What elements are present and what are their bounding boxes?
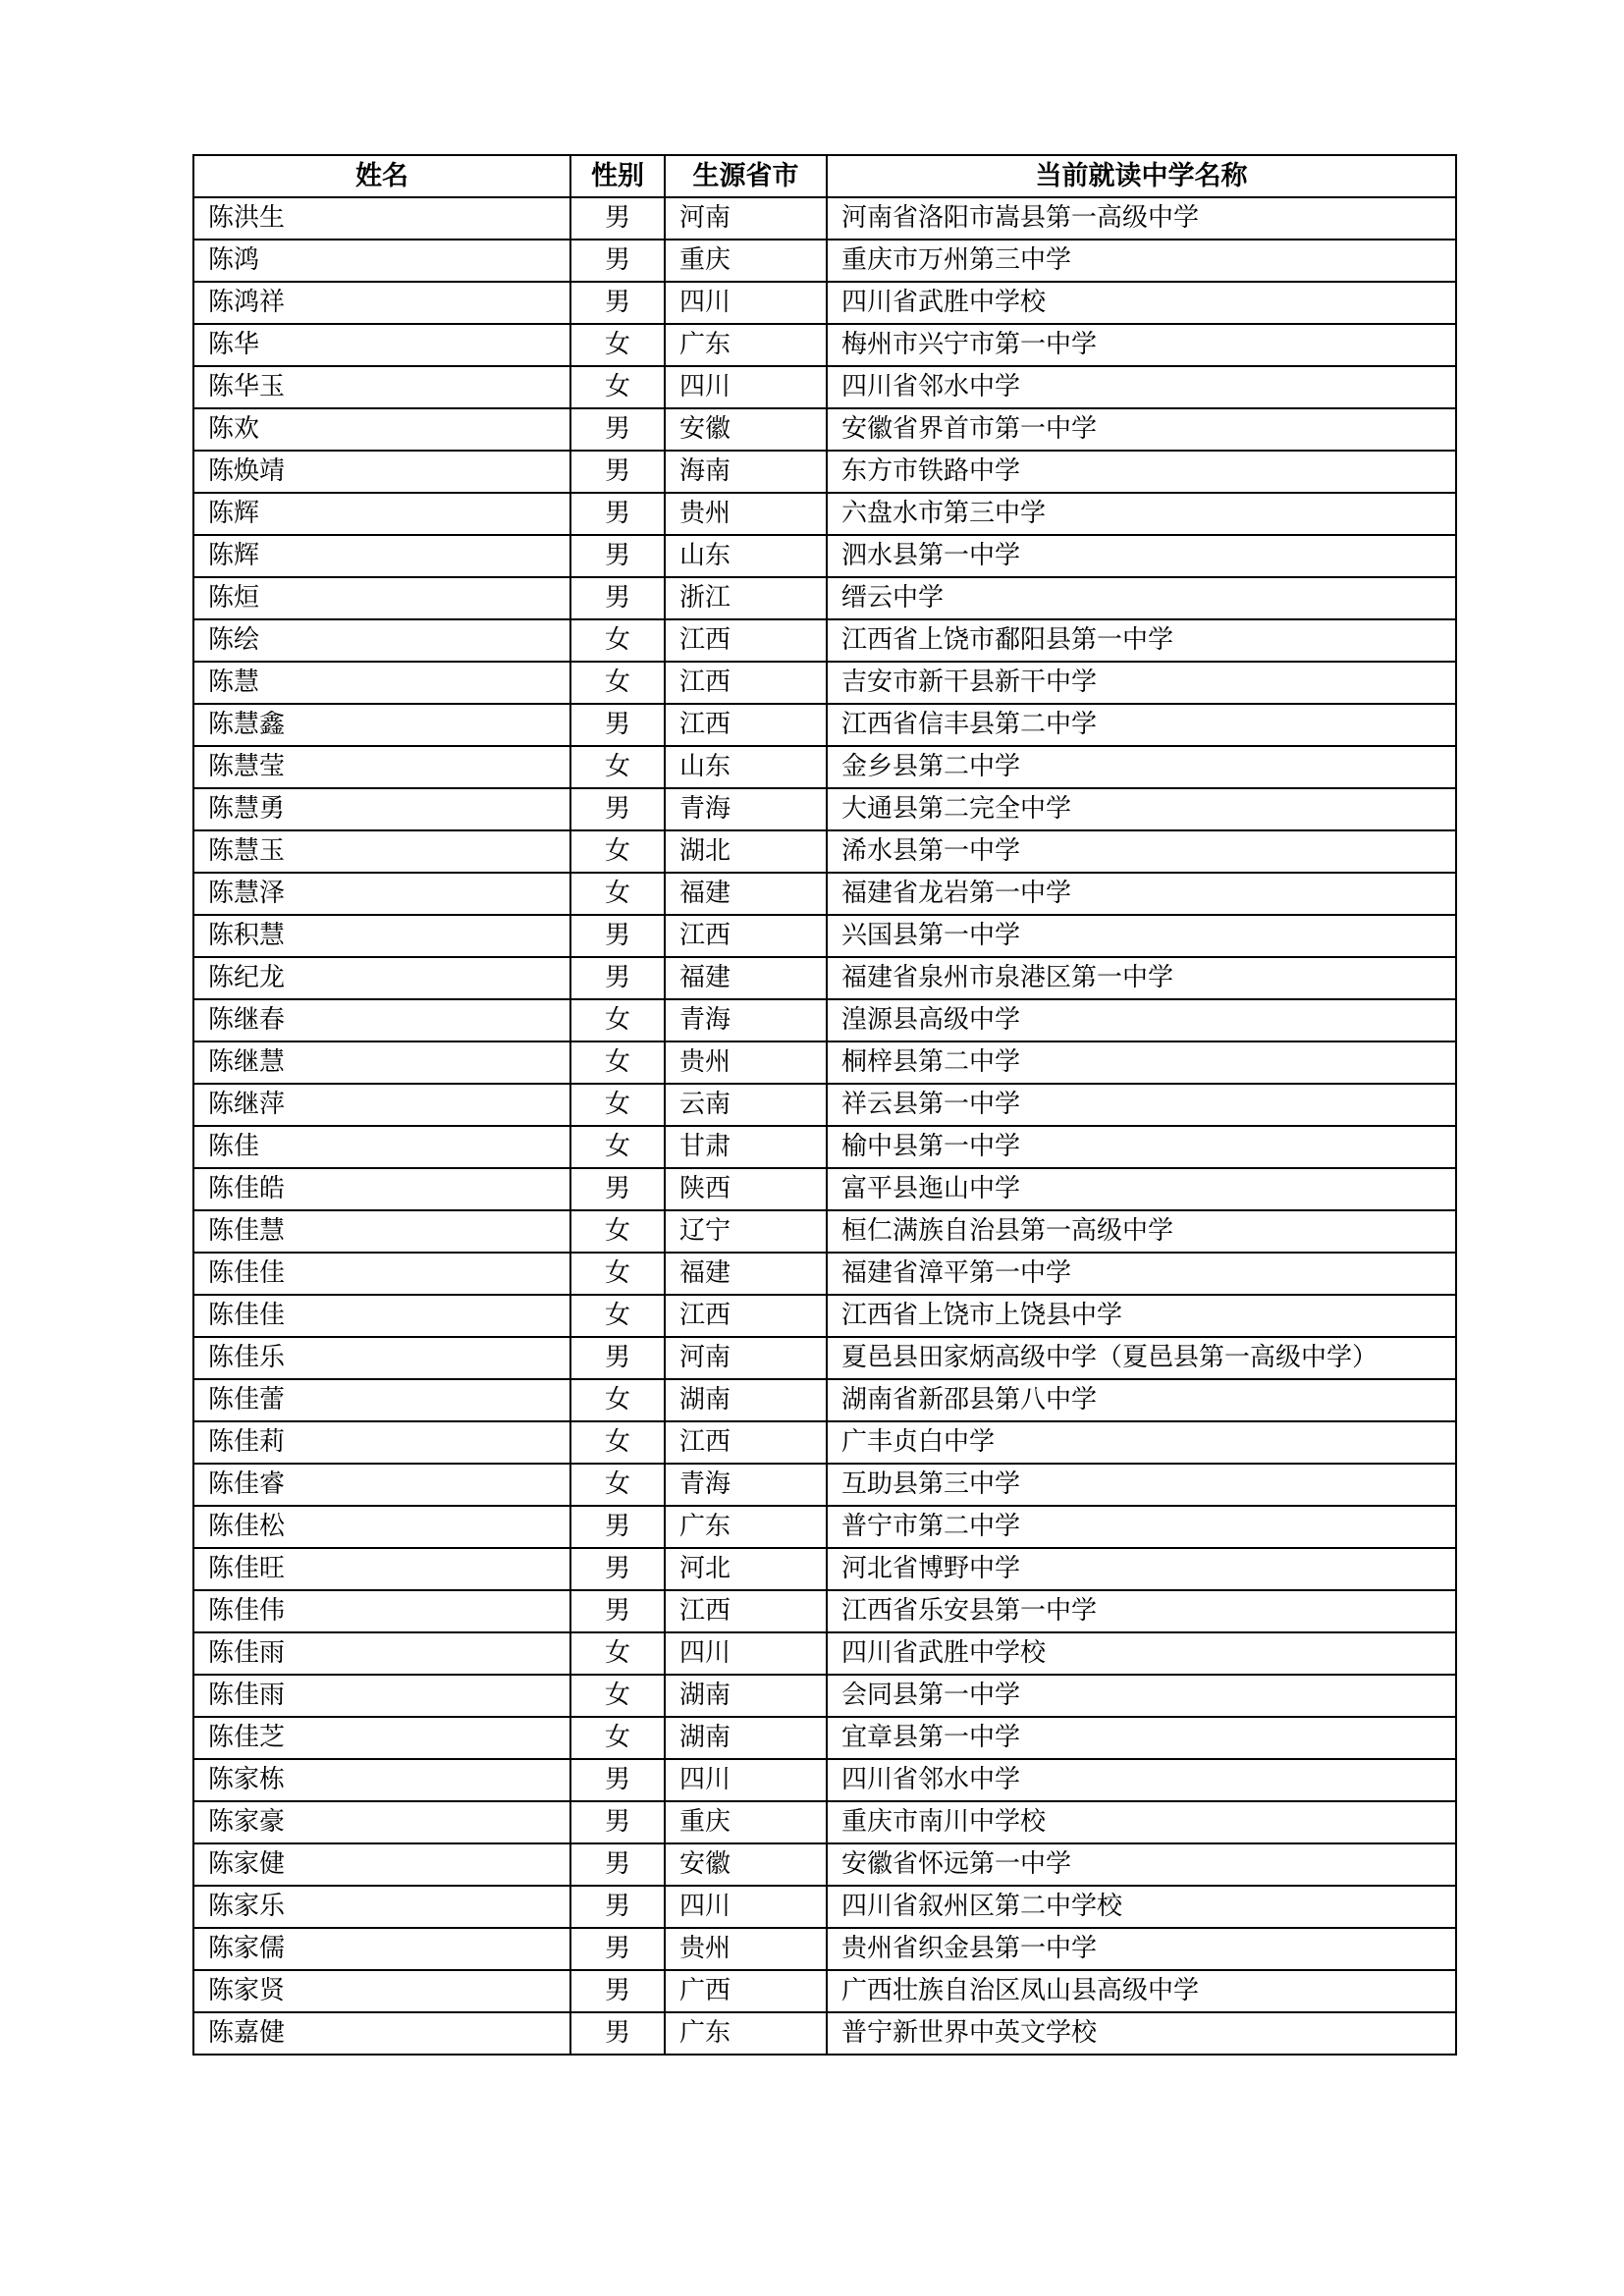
cell-name: 陈纪龙 bbox=[193, 957, 570, 999]
table-row bbox=[193, 2012, 1456, 2055]
cell-gender: 女 bbox=[570, 1295, 665, 1337]
cell-province: 浙江 bbox=[665, 577, 827, 619]
cell-school: 夏邑县田家炳高级中学（夏邑县第一高级中学） bbox=[827, 1337, 1456, 1379]
cell-province: 青海 bbox=[665, 1464, 827, 1506]
table-row bbox=[193, 451, 1456, 493]
cell-province: 福建 bbox=[665, 1253, 827, 1295]
cell-school: 安徽省怀远第一中学 bbox=[827, 1843, 1456, 1886]
cell-name: 陈佳芝 bbox=[193, 1717, 570, 1759]
cell-school: 湟源县高级中学 bbox=[827, 999, 1456, 1041]
cell-name: 陈佳 bbox=[193, 1126, 570, 1168]
cell-name: 陈佳佳 bbox=[193, 1253, 570, 1295]
cell-name: 陈佳皓 bbox=[193, 1168, 570, 1210]
cell-school: 四川省邻水中学 bbox=[827, 1759, 1456, 1801]
cell-province: 甘肃 bbox=[665, 1126, 827, 1168]
cell-school: 江西省上饶市上饶县中学 bbox=[827, 1295, 1456, 1337]
cell-school: 桓仁满族自治县第一高级中学 bbox=[827, 1210, 1456, 1253]
cell-school: 广丰贞白中学 bbox=[827, 1421, 1456, 1464]
cell-name: 陈佳睿 bbox=[193, 1464, 570, 1506]
cell-province: 贵州 bbox=[665, 1928, 827, 1970]
cell-name: 陈佳雨 bbox=[193, 1632, 570, 1675]
cell-province: 广东 bbox=[665, 1506, 827, 1548]
cell-school: 福建省漳平第一中学 bbox=[827, 1253, 1456, 1295]
cell-name: 陈辉 bbox=[193, 493, 570, 535]
cell-name: 陈佳雨 bbox=[193, 1675, 570, 1717]
cell-gender: 女 bbox=[570, 1126, 665, 1168]
table-row bbox=[193, 1548, 1456, 1590]
cell-name: 陈佳蕾 bbox=[193, 1379, 570, 1421]
cell-province: 广西 bbox=[665, 1970, 827, 2012]
cell-school: 会同县第一中学 bbox=[827, 1675, 1456, 1717]
cell-school: 宜章县第一中学 bbox=[827, 1717, 1456, 1759]
cell-gender: 男 bbox=[570, 1843, 665, 1886]
cell-school: 桐梓县第二中学 bbox=[827, 1041, 1456, 1084]
table-row bbox=[193, 408, 1456, 451]
table-row bbox=[193, 1632, 1456, 1675]
cell-province: 青海 bbox=[665, 788, 827, 830]
table-row bbox=[193, 1970, 1456, 2012]
table-row bbox=[193, 1210, 1456, 1253]
cell-province: 广东 bbox=[665, 324, 827, 366]
cell-gender: 女 bbox=[570, 1632, 665, 1675]
cell-name: 陈佳旺 bbox=[193, 1548, 570, 1590]
cell-school: 吉安市新干县新干中学 bbox=[827, 662, 1456, 704]
cell-gender: 女 bbox=[570, 619, 665, 662]
cell-province: 河北 bbox=[665, 1548, 827, 1590]
cell-school: 河北省博野中学 bbox=[827, 1548, 1456, 1590]
cell-province: 重庆 bbox=[665, 240, 827, 282]
cell-school: 梅州市兴宁市第一中学 bbox=[827, 324, 1456, 366]
cell-province: 河南 bbox=[665, 197, 827, 240]
table-row bbox=[193, 1886, 1456, 1928]
cell-gender: 男 bbox=[570, 408, 665, 451]
cell-name: 陈佳莉 bbox=[193, 1421, 570, 1464]
cell-province: 安徽 bbox=[665, 1843, 827, 1886]
cell-gender: 女 bbox=[570, 1379, 665, 1421]
cell-school: 四川省邻水中学 bbox=[827, 366, 1456, 408]
cell-province: 江西 bbox=[665, 662, 827, 704]
cell-province: 湖南 bbox=[665, 1717, 827, 1759]
cell-school: 互助县第三中学 bbox=[827, 1464, 1456, 1506]
table-row bbox=[193, 1506, 1456, 1548]
table-row bbox=[193, 704, 1456, 746]
table-row bbox=[193, 577, 1456, 619]
cell-school: 兴国县第一中学 bbox=[827, 915, 1456, 957]
cell-name: 陈焕靖 bbox=[193, 451, 570, 493]
cell-name: 陈绘 bbox=[193, 619, 570, 662]
cell-gender: 男 bbox=[570, 704, 665, 746]
cell-gender: 女 bbox=[570, 1675, 665, 1717]
cell-name: 陈慧泽 bbox=[193, 873, 570, 915]
cell-name: 陈继春 bbox=[193, 999, 570, 1041]
cell-school: 祥云县第一中学 bbox=[827, 1084, 1456, 1126]
table-row bbox=[193, 535, 1456, 577]
cell-name: 陈辉 bbox=[193, 535, 570, 577]
table-row bbox=[193, 197, 1456, 240]
cell-province: 安徽 bbox=[665, 408, 827, 451]
cell-name: 陈慧莹 bbox=[193, 746, 570, 788]
table-row bbox=[193, 788, 1456, 830]
table-row bbox=[193, 1379, 1456, 1421]
cell-province: 河南 bbox=[665, 1337, 827, 1379]
cell-name: 陈华玉 bbox=[193, 366, 570, 408]
cell-name: 陈家乐 bbox=[193, 1886, 570, 1928]
cell-gender: 男 bbox=[570, 451, 665, 493]
cell-school: 重庆市万州第三中学 bbox=[827, 240, 1456, 282]
cell-name: 陈家豪 bbox=[193, 1801, 570, 1843]
cell-school: 金乡县第二中学 bbox=[827, 746, 1456, 788]
cell-school: 浠水县第一中学 bbox=[827, 830, 1456, 873]
cell-gender: 男 bbox=[570, 1548, 665, 1590]
cell-school: 福建省泉州市泉港区第一中学 bbox=[827, 957, 1456, 999]
cell-province: 陕西 bbox=[665, 1168, 827, 1210]
cell-name: 陈继慧 bbox=[193, 1041, 570, 1084]
cell-province: 湖北 bbox=[665, 830, 827, 873]
table-row bbox=[193, 999, 1456, 1041]
cell-name: 陈华 bbox=[193, 324, 570, 366]
cell-name: 陈洪生 bbox=[193, 197, 570, 240]
table-row bbox=[193, 1337, 1456, 1379]
cell-name: 陈慧鑫 bbox=[193, 704, 570, 746]
table-row bbox=[193, 915, 1456, 957]
cell-gender: 男 bbox=[570, 957, 665, 999]
cell-gender: 男 bbox=[570, 2012, 665, 2055]
cell-gender: 男 bbox=[570, 1168, 665, 1210]
cell-province: 四川 bbox=[665, 1759, 827, 1801]
cell-gender: 男 bbox=[570, 1886, 665, 1928]
table-row bbox=[193, 493, 1456, 535]
table-row bbox=[193, 1717, 1456, 1759]
table-row bbox=[193, 746, 1456, 788]
cell-province: 重庆 bbox=[665, 1801, 827, 1843]
table-row bbox=[193, 1759, 1456, 1801]
cell-province: 辽宁 bbox=[665, 1210, 827, 1253]
cell-province: 福建 bbox=[665, 873, 827, 915]
cell-gender: 男 bbox=[570, 577, 665, 619]
cell-school: 安徽省界首市第一中学 bbox=[827, 408, 1456, 451]
cell-province: 江西 bbox=[665, 1421, 827, 1464]
cell-province: 山东 bbox=[665, 535, 827, 577]
cell-name: 陈鸿祥 bbox=[193, 282, 570, 324]
header-province: 生源省市 bbox=[665, 155, 827, 197]
cell-name: 陈嘉健 bbox=[193, 2012, 570, 2055]
cell-gender: 男 bbox=[570, 1337, 665, 1379]
cell-gender: 男 bbox=[570, 1928, 665, 1970]
cell-gender: 女 bbox=[570, 1421, 665, 1464]
cell-name: 陈佳佳 bbox=[193, 1295, 570, 1337]
cell-gender: 女 bbox=[570, 1717, 665, 1759]
cell-province: 四川 bbox=[665, 1886, 827, 1928]
cell-province: 湖南 bbox=[665, 1379, 827, 1421]
table-body bbox=[193, 197, 1456, 2055]
cell-province: 贵州 bbox=[665, 1041, 827, 1084]
table-row bbox=[193, 662, 1456, 704]
cell-gender: 男 bbox=[570, 1970, 665, 2012]
cell-gender: 男 bbox=[570, 240, 665, 282]
table-row bbox=[193, 1675, 1456, 1717]
cell-gender: 男 bbox=[570, 788, 665, 830]
cell-name: 陈继萍 bbox=[193, 1084, 570, 1126]
cell-school: 普宁市第二中学 bbox=[827, 1506, 1456, 1548]
cell-gender: 女 bbox=[570, 746, 665, 788]
cell-school: 大通县第二完全中学 bbox=[827, 788, 1456, 830]
cell-province: 云南 bbox=[665, 1084, 827, 1126]
cell-province: 青海 bbox=[665, 999, 827, 1041]
cell-school: 普宁新世界中英文学校 bbox=[827, 2012, 1456, 2055]
cell-gender: 男 bbox=[570, 282, 665, 324]
cell-gender: 女 bbox=[570, 1041, 665, 1084]
cell-gender: 女 bbox=[570, 1464, 665, 1506]
cell-name: 陈家健 bbox=[193, 1843, 570, 1886]
table-row bbox=[193, 1464, 1456, 1506]
cell-province: 四川 bbox=[665, 366, 827, 408]
cell-school: 榆中县第一中学 bbox=[827, 1126, 1456, 1168]
table-row bbox=[193, 1801, 1456, 1843]
cell-school: 重庆市南川中学校 bbox=[827, 1801, 1456, 1843]
table-row bbox=[193, 1084, 1456, 1126]
cell-name: 陈家贤 bbox=[193, 1970, 570, 2012]
cell-province: 海南 bbox=[665, 451, 827, 493]
table-row bbox=[193, 1590, 1456, 1632]
student-roster-table bbox=[192, 154, 1457, 2056]
cell-gender: 女 bbox=[570, 999, 665, 1041]
cell-name: 陈欢 bbox=[193, 408, 570, 451]
cell-school: 缙云中学 bbox=[827, 577, 1456, 619]
cell-gender: 男 bbox=[570, 1759, 665, 1801]
cell-name: 陈烜 bbox=[193, 577, 570, 619]
cell-province: 江西 bbox=[665, 1590, 827, 1632]
cell-gender: 女 bbox=[570, 662, 665, 704]
cell-school: 四川省叙州区第二中学校 bbox=[827, 1886, 1456, 1928]
cell-name: 陈佳伟 bbox=[193, 1590, 570, 1632]
header-name: 姓名 bbox=[193, 155, 570, 197]
cell-province: 江西 bbox=[665, 619, 827, 662]
table-row bbox=[193, 1126, 1456, 1168]
cell-school: 河南省洛阳市嵩县第一高级中学 bbox=[827, 197, 1456, 240]
table-header-row bbox=[193, 155, 1456, 197]
cell-school: 泗水县第一中学 bbox=[827, 535, 1456, 577]
cell-school: 江西省上饶市鄱阳县第一中学 bbox=[827, 619, 1456, 662]
table-row bbox=[193, 1168, 1456, 1210]
cell-school: 江西省乐安县第一中学 bbox=[827, 1590, 1456, 1632]
cell-province: 江西 bbox=[665, 1295, 827, 1337]
cell-gender: 男 bbox=[570, 915, 665, 957]
table-row bbox=[193, 1295, 1456, 1337]
cell-name: 陈积慧 bbox=[193, 915, 570, 957]
table-row bbox=[193, 1041, 1456, 1084]
cell-gender: 女 bbox=[570, 1253, 665, 1295]
cell-province: 江西 bbox=[665, 915, 827, 957]
cell-name: 陈慧勇 bbox=[193, 788, 570, 830]
cell-gender: 男 bbox=[570, 493, 665, 535]
cell-name: 陈家栋 bbox=[193, 1759, 570, 1801]
cell-school: 广西壮族自治区凤山县高级中学 bbox=[827, 1970, 1456, 2012]
cell-gender: 男 bbox=[570, 1506, 665, 1548]
cell-gender: 女 bbox=[570, 366, 665, 408]
cell-school: 富平县迤山中学 bbox=[827, 1168, 1456, 1210]
cell-province: 四川 bbox=[665, 1632, 827, 1675]
cell-school: 湖南省新邵县第八中学 bbox=[827, 1379, 1456, 1421]
header-gender: 性别 bbox=[570, 155, 665, 197]
cell-gender: 男 bbox=[570, 535, 665, 577]
table-row bbox=[193, 282, 1456, 324]
cell-name: 陈家儒 bbox=[193, 1928, 570, 1970]
cell-name: 陈佳松 bbox=[193, 1506, 570, 1548]
cell-school: 东方市铁路中学 bbox=[827, 451, 1456, 493]
cell-province: 贵州 bbox=[665, 493, 827, 535]
cell-gender: 男 bbox=[570, 1801, 665, 1843]
table-row bbox=[193, 619, 1456, 662]
cell-province: 江西 bbox=[665, 704, 827, 746]
table-row bbox=[193, 1843, 1456, 1886]
table-row bbox=[193, 324, 1456, 366]
cell-school: 四川省武胜中学校 bbox=[827, 1632, 1456, 1675]
cell-gender: 女 bbox=[570, 324, 665, 366]
cell-name: 陈慧 bbox=[193, 662, 570, 704]
cell-school: 贵州省织金县第一中学 bbox=[827, 1928, 1456, 1970]
table-row bbox=[193, 830, 1456, 873]
table-row bbox=[193, 957, 1456, 999]
cell-school: 福建省龙岩第一中学 bbox=[827, 873, 1456, 915]
cell-province: 四川 bbox=[665, 282, 827, 324]
cell-gender: 男 bbox=[570, 197, 665, 240]
cell-school: 六盘水市第三中学 bbox=[827, 493, 1456, 535]
cell-province: 福建 bbox=[665, 957, 827, 999]
cell-gender: 女 bbox=[570, 873, 665, 915]
table-row bbox=[193, 1253, 1456, 1295]
header-school: 当前就读中学名称 bbox=[827, 155, 1456, 197]
cell-gender: 女 bbox=[570, 1210, 665, 1253]
cell-gender: 女 bbox=[570, 830, 665, 873]
cell-gender: 男 bbox=[570, 1590, 665, 1632]
cell-province: 湖南 bbox=[665, 1675, 827, 1717]
table-row bbox=[193, 873, 1456, 915]
cell-name: 陈佳慧 bbox=[193, 1210, 570, 1253]
table-row bbox=[193, 1421, 1456, 1464]
cell-school: 四川省武胜中学校 bbox=[827, 282, 1456, 324]
cell-gender: 女 bbox=[570, 1084, 665, 1126]
table-row bbox=[193, 240, 1456, 282]
cell-school: 江西省信丰县第二中学 bbox=[827, 704, 1456, 746]
table-row bbox=[193, 1928, 1456, 1970]
cell-province: 山东 bbox=[665, 746, 827, 788]
cell-province: 广东 bbox=[665, 2012, 827, 2055]
cell-name: 陈佳乐 bbox=[193, 1337, 570, 1379]
table-row bbox=[193, 366, 1456, 408]
cell-name: 陈慧玉 bbox=[193, 830, 570, 873]
cell-name: 陈鸿 bbox=[193, 240, 570, 282]
